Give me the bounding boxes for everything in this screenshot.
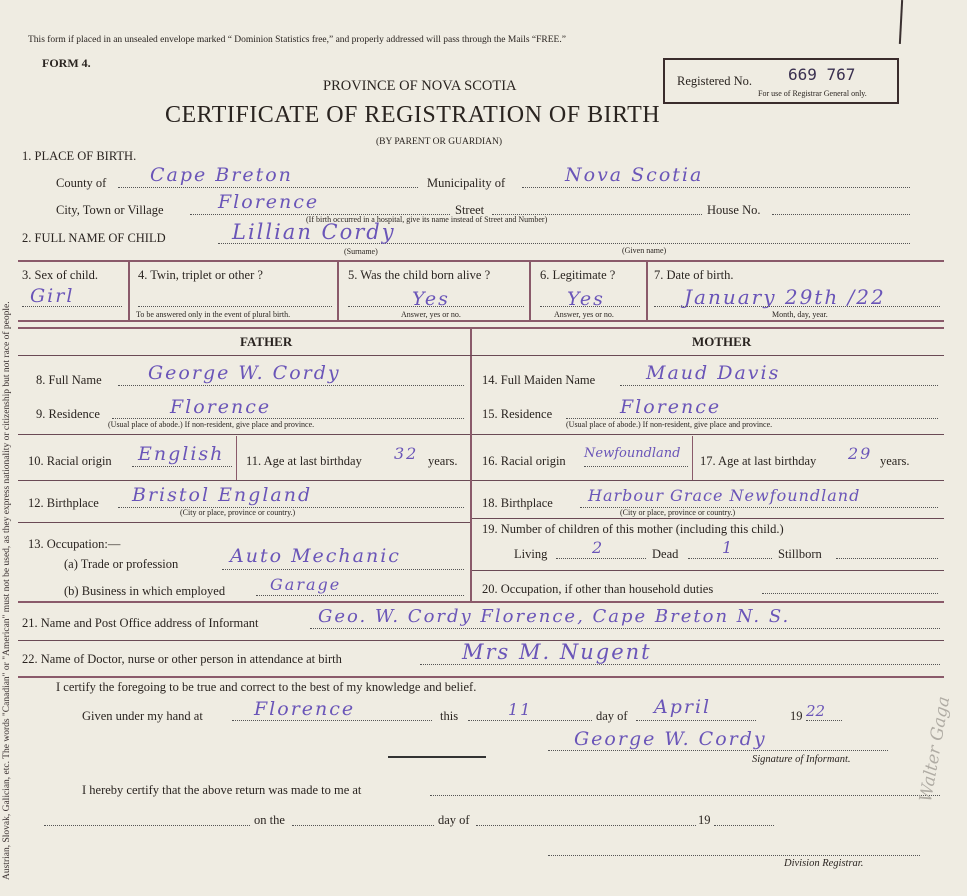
mother-res-value: Florence — [620, 396, 722, 418]
mother-res-label: 15. Residence — [482, 407, 553, 421]
year-prefix: 19 — [790, 709, 803, 723]
mother-years: years. — [880, 454, 910, 468]
mother-occupation-label: 20. Occupation, if other than household duties — [482, 582, 714, 596]
twin-note: To be answered only in the event of plural birth. — [136, 310, 291, 319]
father-age-label: 11. Age at last birthday — [246, 454, 362, 468]
on-the-label: on the — [254, 813, 285, 827]
pencil-side-note: Walter Gaga — [916, 694, 955, 804]
alive-value: Yes — [412, 288, 450, 310]
county-label: County of — [56, 176, 107, 190]
father-heading: FATHER — [240, 334, 293, 349]
mother-birth-value: Harbour Grace Newfoundland — [588, 486, 861, 505]
child-name-label: 2. FULL NAME OF CHILD — [22, 231, 166, 245]
doctor-value: Mrs M. Nugent — [462, 640, 652, 664]
father-birth-value: Bristol England — [132, 484, 313, 506]
children-label: 19. Number of children of this mother (including this child.) — [482, 522, 784, 536]
margin-text: Austrian, Slovak, Galician, etc. The words "Canadian" or "American" must not be used, as they express nationality or citizenship but not race of people. — [2, 301, 12, 880]
place-heading: 1. PLACE OF BIRTH. — [22, 149, 137, 163]
mother-racial-label: 16. Racial origin — [482, 454, 566, 468]
mother-birth-label: 18. Birthplace — [482, 496, 553, 510]
dead-value: 1 — [722, 538, 735, 557]
registered-number: 669 767 — [788, 65, 856, 84]
trade-label: (a) Trade or profession — [64, 557, 179, 571]
father-racial-label: 10. Racial origin — [28, 454, 112, 468]
registrar-text: I hereby certify that the above return was made to me at — [82, 783, 362, 797]
given-note: (Given name) — [622, 246, 667, 255]
father-age-value: 32 — [394, 444, 419, 463]
city-label: City, Town or Village — [56, 203, 164, 217]
registered-label: Registered No. — [677, 74, 752, 88]
father-res-label: 9. Residence — [36, 407, 100, 421]
registrar-note: For use of Registrar General only. — [758, 89, 867, 98]
registrar-19: 19 — [698, 813, 711, 827]
doctor-label: 22. Name of Doctor, nurse or other person in attendance at birth — [22, 652, 342, 666]
living-value: 2 — [592, 538, 605, 557]
municipality-label: Municipality of — [427, 176, 506, 190]
father-name-value: George W. Cordy — [148, 362, 341, 384]
county-value: Cape Breton — [150, 164, 293, 186]
sex-label: 3. Sex of child. — [22, 268, 99, 282]
mother-name-label: 14. Full Maiden Name — [482, 373, 596, 387]
father-birth-label: 12. Birthplace — [28, 496, 99, 510]
twin-label: 4. Twin, triplet or other ? — [138, 268, 263, 282]
surname-note: (Surname) — [344, 247, 378, 256]
mother-age-label: 17. Age at last birthday — [700, 454, 817, 468]
dead-label: Dead — [652, 547, 679, 561]
hospital-note: (If birth occurred in a hospital, give its name instead of Street and Number) — [306, 215, 548, 224]
this-label: this — [440, 709, 459, 723]
informant-value: Geo. W. Cordy Florence, Cape Breton N. S. — [318, 606, 791, 627]
stillborn-label: Stillborn — [778, 547, 822, 561]
province-heading: PROVINCE OF NOVA SCOTIA — [323, 78, 517, 94]
mother-racial-value: Newfoundland — [584, 446, 681, 461]
alive-note: Answer, yes or no. — [401, 310, 461, 319]
child-name-value: Lillian Cordy — [232, 220, 396, 244]
day-value: 11 — [508, 700, 533, 719]
certify-text: I certify the foregoing to be true and correct to the best of my knowledge and belief. — [56, 680, 477, 694]
given-place-value: Florence — [254, 698, 356, 720]
alive-label: 5. Was the child born alive ? — [348, 268, 491, 282]
dayof-label: day of — [596, 709, 628, 723]
mother-name-value: Maud Davis — [646, 362, 781, 384]
occupation-label: 13. Occupation:— — [28, 537, 121, 551]
dob-note: Month, day, year. — [772, 310, 828, 319]
registrar-label: Division Registrar. — [784, 858, 864, 869]
left-margin-note — [0, 0, 16, 896]
legit-label: 6. Legitimate ? — [540, 268, 616, 282]
father-name-label: 8. Full Name — [36, 373, 102, 387]
given-label: Given under my hand at — [82, 709, 203, 723]
month-value: April — [654, 696, 712, 718]
ink-mark — [899, 0, 903, 44]
house-label: House No. — [707, 203, 761, 217]
mother-heading: MOTHER — [692, 334, 752, 349]
form-number: FORM 4. — [42, 56, 91, 70]
trade-value: Auto Mechanic — [230, 545, 401, 567]
city-value: Florence — [218, 191, 320, 213]
business-value: Garage — [270, 575, 342, 594]
certificate-title: CERTIFICATE OF REGISTRATION OF BIRTH — [165, 102, 661, 128]
mother-age-value: 29 — [848, 444, 873, 463]
legit-value: Yes — [567, 288, 605, 310]
father-years: years. — [428, 454, 458, 468]
sex-value: Girl — [30, 285, 75, 307]
certificate-subtitle: (BY PARENT OR GUARDIAN) — [376, 137, 503, 147]
mother-res-note: (Usual place of abode.) If non-resident, give place and province. — [566, 420, 773, 429]
mother-birth-note: (City or place, province or country.) — [620, 508, 736, 517]
father-res-value: Florence — [170, 396, 272, 418]
dob-value: January 29th /22 — [684, 285, 886, 309]
municipality-value: Nova Scotia — [565, 164, 704, 186]
father-res-note: (Usual place of abode.) If non-resident, give place and province. — [108, 420, 315, 429]
year-value: 22 — [806, 702, 826, 720]
street-label: Street — [455, 203, 485, 217]
business-label: (b) Business in which employed — [64, 584, 226, 598]
legit-note: Answer, yes or no. — [554, 310, 614, 319]
dob-label: 7. Date of birth. — [654, 268, 734, 282]
informant-signature: George W. Cordy — [574, 728, 767, 750]
father-racial-value: English — [138, 443, 225, 465]
registrar-dayof-label: day of — [438, 813, 470, 827]
father-birth-note: (City or place, province or country.) — [180, 508, 296, 517]
registered-box — [663, 58, 899, 104]
signature-label: Signature of Informant. — [752, 754, 851, 765]
mail-notice: This form if placed in an unsealed envelope marked “ Dominion Statistics free,” and properly addressed will pass through the Mails “FREE.” — [28, 35, 566, 45]
informant-label: 21. Name and Post Office address of Informant — [22, 616, 259, 630]
living-label: Living — [514, 547, 548, 561]
